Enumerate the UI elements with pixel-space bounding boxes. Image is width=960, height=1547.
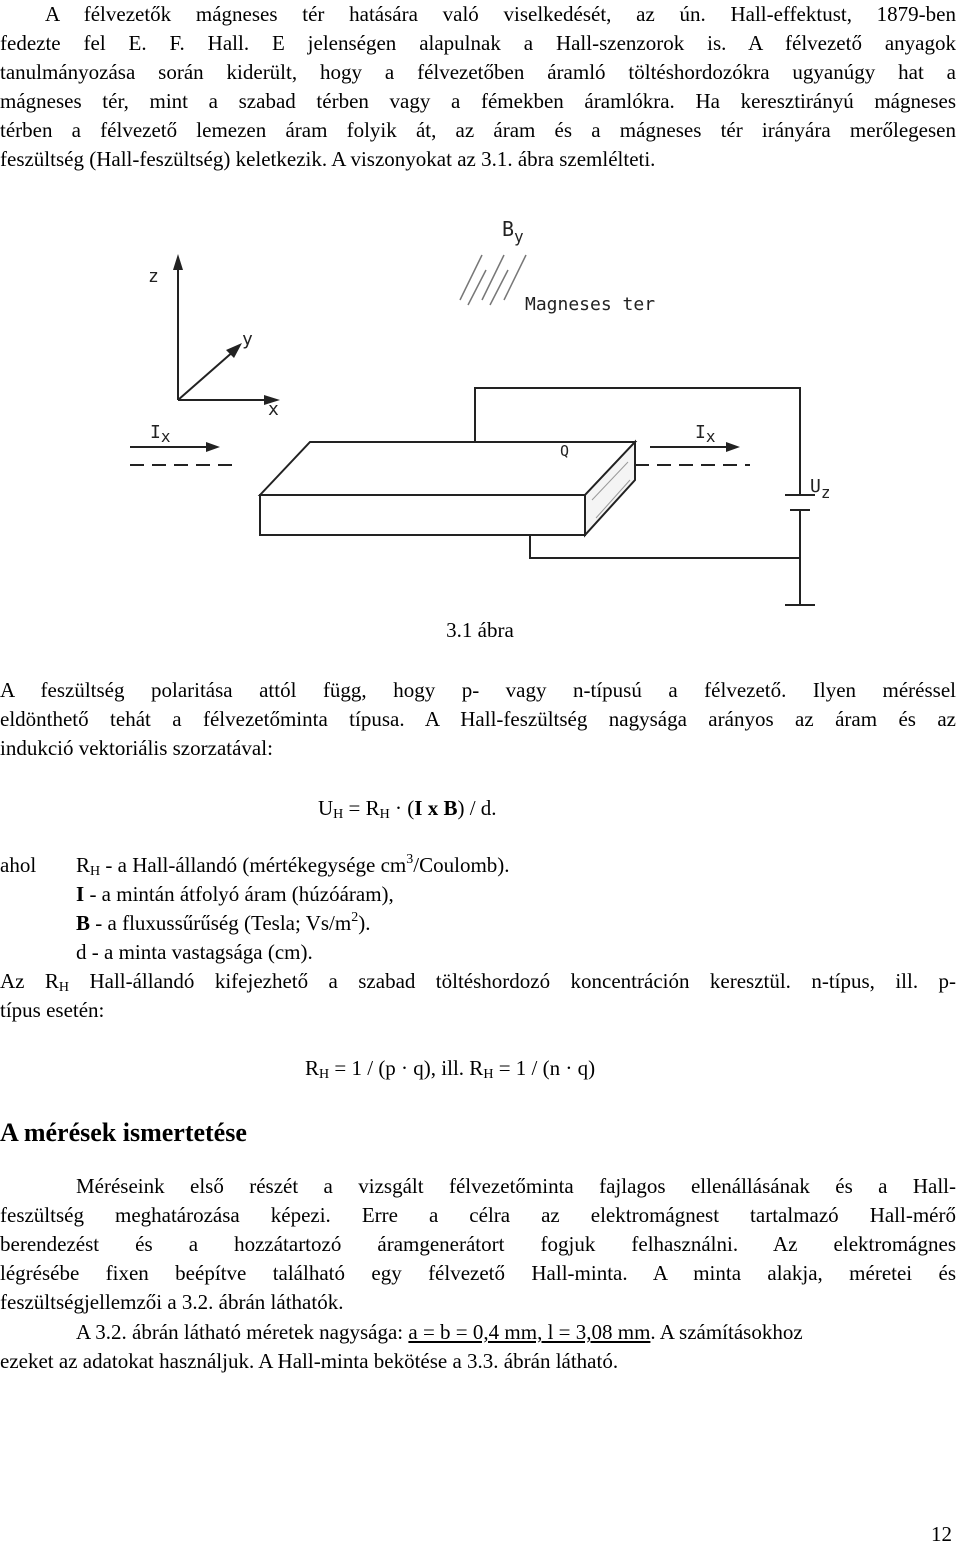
- y-label: y: [242, 329, 253, 350]
- para2-line-1: A feszültség polaritása attól függ, hogy p- vagy n-típusú a félvezető. Ilyen méréssel: [0, 678, 956, 702]
- x-label: x: [268, 399, 279, 420]
- para4-line-1: Méréseink első részét a vizsgált félvezetőminta fajlagos ellenállásának és a Hall-: [76, 1174, 956, 1198]
- para4-line-4: légrésébe fixen beépítve található egy félvezető Hall-minta. A minta alakja, méretei és: [0, 1261, 956, 1285]
- def-flux-density: B - a fluxussűrűség (Tesla; $Vs/m^2$).: [76, 910, 371, 935]
- z-label: z: [148, 266, 159, 287]
- para2-line-2: eldönthető tehát a félvezetőminta típusa. A Hall-feszültség nagysága arányos az áram és az: [0, 707, 956, 731]
- section-heading: A mérések ismertetése: [0, 1118, 247, 1147]
- q-label: Q: [560, 442, 570, 460]
- page-number: 12: [931, 1522, 952, 1546]
- hall-effect-figure: [130, 210, 850, 620]
- para1-line-1: A félvezetők mágneses tér hatására való viselkedését, az ún. Hall-effektust, 1879-ben: [45, 2, 956, 26]
- para1-line-5: térben a félvezető lemezen áram folyik át, az áram és a mágneses tér irányára merőlegesen: [0, 118, 956, 142]
- para4-line-2: feszültség meghatározása képezi. Erre a célra az elektromágnest tartalmazó Hall-mérő: [0, 1203, 956, 1227]
- uz-label: Uz: [810, 476, 831, 502]
- ix-left-label: Ix: [150, 422, 171, 446]
- para1-line-2: fedezte fel E. F. Hall. E jelenségen alapulnak a Hall-szenzorok is. A félvezető anyagok: [0, 31, 956, 55]
- para3-line-2: típus esetén:: [0, 998, 105, 1022]
- para2-line-3: indukció vektoriális szorzatával:: [0, 736, 273, 760]
- y-axis: [178, 350, 235, 400]
- para4-line-3: berendezést és a hozzátartozó áramgenerátort fogjuk felhasználni. Az elektromágnes: [0, 1232, 956, 1256]
- para3-line-1: Az $R_H$ Hall-állandó kifejezhető a szabad töltéshordozó koncentráción keresztül. n-típus, ill. p-: [0, 969, 957, 995]
- magnetic-field-arrows: [460, 255, 526, 305]
- para1-line-4: mágneses tér, mint a szabad térben vagy a fémekben áramlókra. Ha keresztirányú mágneses: [0, 89, 956, 113]
- def-hall-constant: $R_H$ - a Hall-állandó (mértékegysége $cm^3/Coulomb$).: [76, 852, 510, 879]
- semiconductor-plate: [260, 442, 635, 535]
- by-label: $B_y$: [502, 217, 524, 246]
- para4-line-5: feszültségjellemzői a 3.2. ábrán láthatók.: [0, 1290, 344, 1314]
- magneses-ter-label: Magneses ter: [525, 294, 656, 315]
- para5-line-2: ezeket az adatokat használjuk. A Hall-minta bekötése a 3.3. ábrán látható.: [0, 1349, 619, 1373]
- ix-right-label: Ix: [695, 422, 716, 446]
- hall-voltage-formula: $U_H = R_H \cdot (I$ x B) / d.: [318, 796, 497, 822]
- def-thickness: d - a minta vastagsága (cm).: [76, 940, 313, 964]
- hall-constant-formula: $R_H = 1 / (p \cdot q)$, ill. $R_H = 1 / (n \cdot q)$: [305, 1056, 596, 1082]
- para1-line-3: tanulmányozása során kiderült, hogy a félvezetőben áramló töltéshordozókra ugyanúgy hat a: [0, 60, 956, 84]
- para1-line-6: feszültség (Hall-feszültség) keletkezik. A viszonyokat az 3.1. ábra szemlélteti.: [0, 147, 656, 171]
- para5-line-1: A 3.2. ábrán látható méretek nagysága: a = b = 0,4 mm, l = 3,08 mm. A számításokhoz: [76, 1320, 803, 1344]
- def-current: I - a mintán átfolyó áram (húzóáram),: [76, 882, 394, 906]
- defs-ahol: ahol: [0, 853, 37, 877]
- figure-caption: 3.1 ábra: [446, 618, 514, 642]
